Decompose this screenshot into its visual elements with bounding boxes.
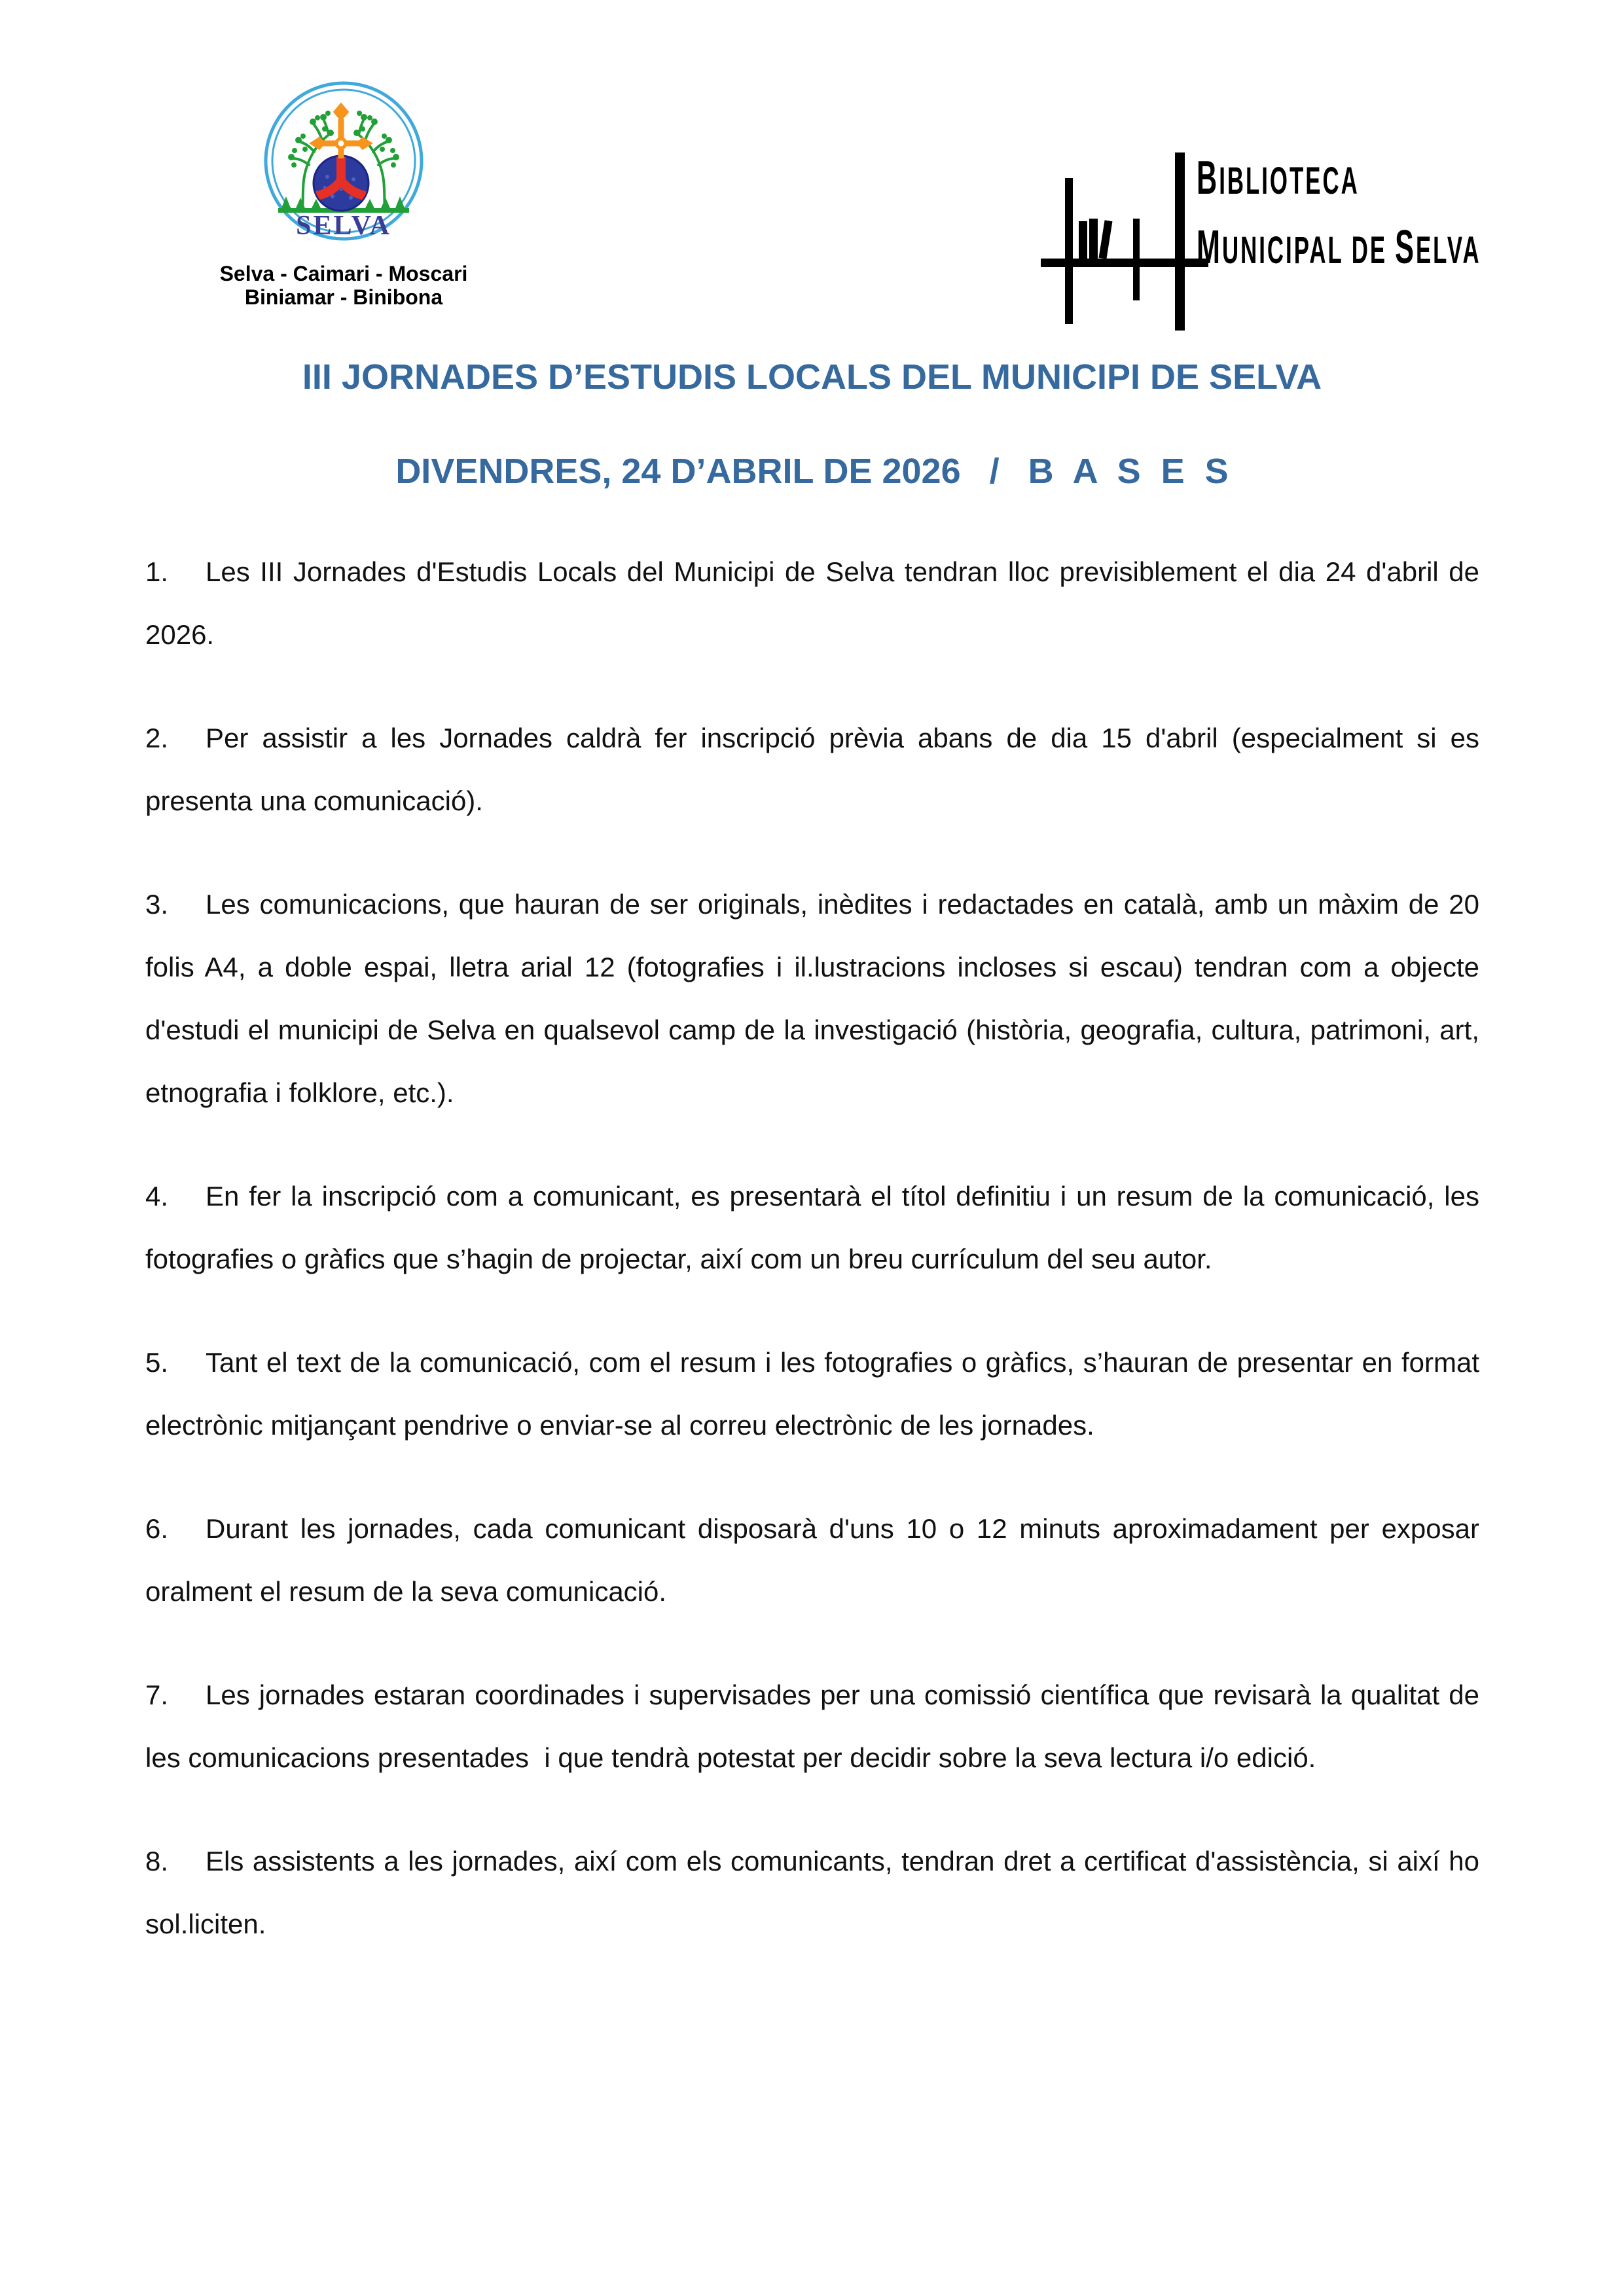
library-name-line1 (1197, 154, 1360, 203)
selva-seal-icon (262, 81, 425, 245)
rule-number: 5. (145, 1347, 169, 1378)
library-line1-rest: IBLIOTECA (1219, 160, 1360, 202)
rule-text: En fer la inscripció com a comunicant, es presentarà el títol definitiu i un resum de la comunicació, les fotografies o gràfics que s’hagin de projectar, així com un breu currículum del seu autor. (145, 1181, 1479, 1274)
subtitle-date: DIVENDRES, 24 D’ABRIL DE 2026 (395, 452, 961, 491)
subtitle-bases: B A S E S (1028, 452, 1229, 491)
rule-paragraph-5 (145, 1331, 1479, 1457)
selva-municipal-emblem (216, 81, 471, 309)
document-subtitle (0, 452, 1624, 491)
rule-text: Els assistents a les jornades, així com els comunicants, tendran dret a certificat d'assistència, si així ho sol.liciten. (145, 1846, 1479, 1939)
rule-text: Durant les jornades, cada comunicant disposarà d'uns 10 o 12 minuts aproximadament per exposar oralment el resum de la seva comunicació. (145, 1513, 1479, 1607)
rule-text: Les jornades estaran coordinades i supervisades per una comissió científica que revisarà la qualitat de les comunicacions presentades i que tendrà potestat per decidir sobre la seva lectura i/o edició. (145, 1679, 1479, 1773)
rule-number: 3. (145, 889, 169, 920)
seal-selva-text: SELVA (296, 211, 391, 241)
rule-paragraph-6 (145, 1498, 1479, 1623)
rule-number: 8. (145, 1846, 169, 1876)
rule-number: 1. (145, 556, 169, 587)
rule-text: Tant el text de la comunicació, com el resum i les fotografies o gràfics, s’hauran de presentar en format electrònic mitjançant pendrive o enviar-se al correu electrònic de les jornades. (145, 1347, 1479, 1441)
selva-villages-line1: Selva - Caimari - Moscari (219, 262, 468, 285)
rule-number: 4. (145, 1181, 169, 1211)
library-logo-text (1197, 151, 1583, 332)
rule-text: Les comunicacions, que hauran de ser originals, inèdites i redactades en català, amb un màxim de 20 folis A4, a doble espai, lletra arial 12 (fotografies i il.lustracions incloses si escau) tendran com a objecte d'estudi el municipi de Selva en qualsevol camp de la investigació (història, geografia, cultura, patrimoni, art, etnografia i folklore, etc.). (145, 889, 1479, 1108)
library-line2-mid: UNICIPAL DE (1221, 229, 1388, 272)
rule-number: 6. (145, 1513, 169, 1544)
library-line2-rest: ELVA (1415, 229, 1481, 272)
rule-paragraph-4 (145, 1165, 1479, 1291)
library-logo (1039, 151, 1583, 340)
rule-text: Les III Jornades d'Estudis Locals del Municipi de Selva tendran lloc previsiblement el dia 24 d'abril de 2026. (145, 556, 1479, 650)
rule-number: 2. (145, 723, 169, 753)
library-line1-initial: B (1197, 152, 1219, 204)
library-name-line2 (1197, 221, 1481, 274)
library-line2-initial: M (1197, 221, 1222, 274)
rules-list (145, 541, 1479, 1956)
rule-number: 7. (145, 1679, 169, 1710)
rule-paragraph-2 (145, 707, 1479, 833)
rule-paragraph-1 (145, 541, 1479, 666)
library-line2-initial2: S (1395, 221, 1416, 274)
rule-paragraph-3 (145, 873, 1479, 1124)
selva-villages-caption (216, 262, 471, 309)
subtitle-separator: / (989, 452, 1000, 491)
rule-paragraph-8 (145, 1830, 1479, 1956)
document-title: III JORNADES D’ESTUDIS LOCALS DEL MUNICIPI DE SELVA (302, 357, 1322, 397)
selva-villages-line2: Biniamar - Binibona (244, 285, 443, 309)
rule-paragraph-7 (145, 1664, 1479, 1789)
bookshelf-icon (1039, 151, 1211, 332)
rule-text: Per assistir a les Jornades caldrà fer inscripció prèvia abans de dia 15 d'abril (especialment si es presenta una comunicació). (145, 723, 1479, 816)
